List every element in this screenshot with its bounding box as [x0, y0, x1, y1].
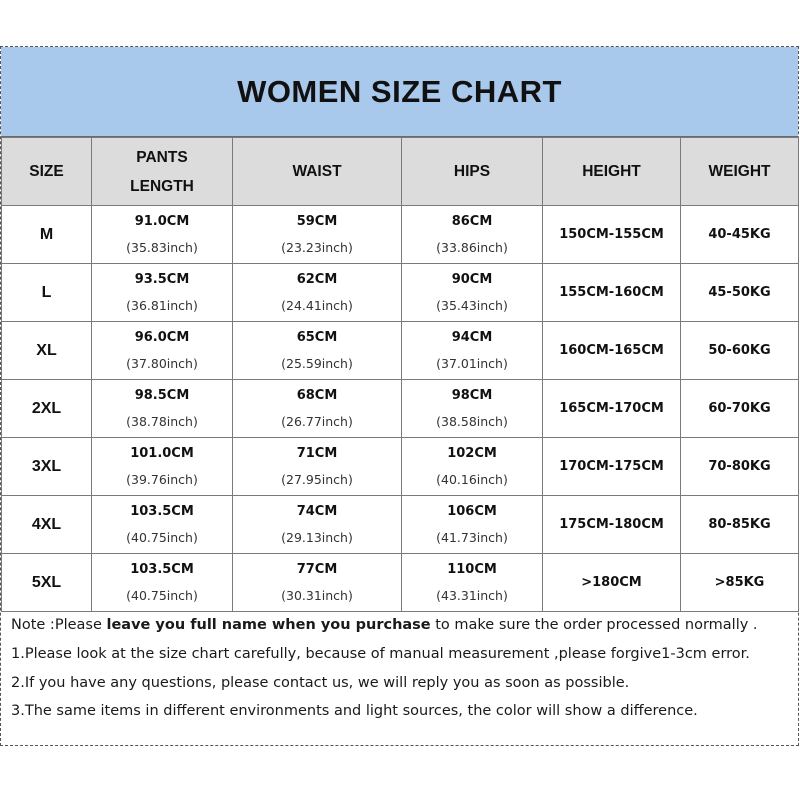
size-table	[1, 137, 799, 612]
header-pants-line2: LENGTH	[130, 177, 194, 195]
pants-length-cm: 98.5CM	[134, 387, 190, 403]
table-row	[2, 438, 799, 496]
hips-cell	[402, 380, 543, 438]
weight-cell: >85KG	[681, 554, 799, 612]
waist-cell	[233, 264, 402, 322]
pants-length-cell	[92, 380, 233, 438]
size-cell: M	[2, 206, 92, 264]
hips-cell	[402, 554, 543, 612]
hips-cm: 102CM	[447, 445, 497, 461]
pants-length-cell	[92, 554, 233, 612]
header-size: SIZE	[2, 138, 92, 206]
table-row	[2, 264, 799, 322]
waist-cm: 77CM	[296, 561, 338, 577]
waist-inch: (26.77inch)	[281, 413, 353, 429]
waist-inch: (30.31inch)	[281, 587, 353, 603]
size-cell: 2XL	[2, 380, 92, 438]
waist-cell	[233, 554, 402, 612]
pants-length-cm: 93.5CM	[134, 271, 190, 287]
pants-length-cm: 91.0CM	[134, 213, 190, 229]
hips-cell	[402, 496, 543, 554]
waist-cm: 68CM	[296, 387, 338, 403]
waist-cell	[233, 322, 402, 380]
height-cell: 170CM-175CM	[543, 438, 681, 496]
weight-cell: 50-60KG	[681, 322, 799, 380]
waist-cm: 74CM	[296, 503, 338, 519]
pants-length-inch: (39.76inch)	[126, 471, 198, 487]
table-row	[2, 206, 799, 264]
waist-inch: (24.41inch)	[281, 297, 353, 313]
height-cell: 155CM-160CM	[543, 264, 681, 322]
weight-cell: 45-50KG	[681, 264, 799, 322]
pants-length-cell	[92, 438, 233, 496]
hips-inch: (38.58inch)	[436, 413, 508, 429]
waist-inch: (27.95inch)	[281, 471, 353, 487]
table-row	[2, 554, 799, 612]
height-cell: 175CM-180CM	[543, 496, 681, 554]
hips-cm: 86CM	[451, 213, 493, 229]
size-cell: 4XL	[2, 496, 92, 554]
pants-length-cm: 96.0CM	[134, 329, 190, 345]
hips-cell	[402, 322, 543, 380]
size-cell: XL	[2, 322, 92, 380]
waist-cell	[233, 206, 402, 264]
title-banner	[1, 47, 798, 137]
pants-length-cell	[92, 496, 233, 554]
waist-inch: (29.13inch)	[281, 529, 353, 545]
waist-inch: (23.23inch)	[281, 239, 353, 255]
waist-cm: 62CM	[296, 271, 338, 287]
waist-cm: 65CM	[296, 329, 338, 345]
pants-length-inch: (38.78inch)	[126, 413, 198, 429]
header-waist: WAIST	[233, 138, 402, 206]
hips-cell	[402, 264, 543, 322]
hips-cell	[402, 206, 543, 264]
hips-cm: 106CM	[447, 503, 497, 519]
note-line-2: 2.If you have any questions, please contact us, we will reply you as soon as possible.	[11, 675, 630, 691]
pants-length-cell	[92, 264, 233, 322]
waist-cell	[233, 380, 402, 438]
header-height: HEIGHT	[543, 138, 681, 206]
pants-length-cell	[92, 322, 233, 380]
hips-cm: 98CM	[451, 387, 493, 403]
header-hips: HIPS	[402, 138, 543, 206]
notes-section	[1, 609, 798, 745]
note-prefix: Note :Please	[11, 617, 107, 633]
waist-cm: 59CM	[296, 213, 338, 229]
table-row	[2, 496, 799, 554]
header-weight: WEIGHT	[681, 138, 799, 206]
weight-cell: 70-80KG	[681, 438, 799, 496]
note-bold-text: leave you full name when you purchase	[106, 617, 431, 633]
size-chart-sheet	[0, 46, 799, 746]
hips-inch: (35.43inch)	[436, 297, 508, 313]
height-cell: 150CM-155CM	[543, 206, 681, 264]
hips-inch: (40.16inch)	[436, 471, 508, 487]
hips-cell	[402, 438, 543, 496]
note-line-1: 1.Please look at the size chart carefully, because of manual measurement ,please forgive1-3cm error.	[11, 646, 750, 662]
header-pants-line1: PANTS	[136, 148, 188, 166]
waist-cell	[233, 496, 402, 554]
weight-cell: 40-45KG	[681, 206, 799, 264]
table-row	[2, 380, 799, 438]
pants-length-cm: 101.0CM	[130, 445, 194, 461]
waist-cm: 71CM	[296, 445, 338, 461]
hips-cm: 110CM	[447, 561, 497, 577]
pants-length-inch: (35.83inch)	[126, 239, 198, 255]
weight-cell: 80-85KG	[681, 496, 799, 554]
pants-length-inch: (36.81inch)	[126, 297, 198, 313]
hips-inch: (33.86inch)	[436, 239, 508, 255]
hips-inch: (41.73inch)	[436, 529, 508, 545]
pants-length-cm: 103.5CM	[130, 503, 194, 519]
header-pants-length	[92, 138, 233, 206]
hips-inch: (37.01inch)	[436, 355, 508, 371]
chart-title: WOMEN SIZE CHART	[237, 73, 562, 109]
height-cell: 165CM-170CM	[543, 380, 681, 438]
height-cell: 160CM-165CM	[543, 322, 681, 380]
size-cell: L	[2, 264, 92, 322]
hips-cm: 94CM	[451, 329, 493, 345]
weight-cell: 60-70KG	[681, 380, 799, 438]
pants-length-cell	[92, 206, 233, 264]
waist-cell	[233, 438, 402, 496]
note-purchase	[11, 617, 758, 633]
table-header-row	[2, 138, 799, 206]
size-cell: 3XL	[2, 438, 92, 496]
note-line-3: 3.The same items in different environments and light sources, the color will show a difference.	[11, 703, 698, 719]
pants-length-cm: 103.5CM	[130, 561, 194, 577]
height-cell: >180CM	[543, 554, 681, 612]
pants-length-inch: (40.75inch)	[126, 529, 198, 545]
pants-length-inch: (37.80inch)	[126, 355, 198, 371]
note-suffix: to make sure the order processed normally .	[430, 617, 758, 633]
hips-cm: 90CM	[451, 271, 493, 287]
hips-inch: (43.31inch)	[436, 587, 508, 603]
waist-inch: (25.59inch)	[281, 355, 353, 371]
table-row	[2, 322, 799, 380]
size-cell: 5XL	[2, 554, 92, 612]
pants-length-inch: (40.75inch)	[126, 587, 198, 603]
